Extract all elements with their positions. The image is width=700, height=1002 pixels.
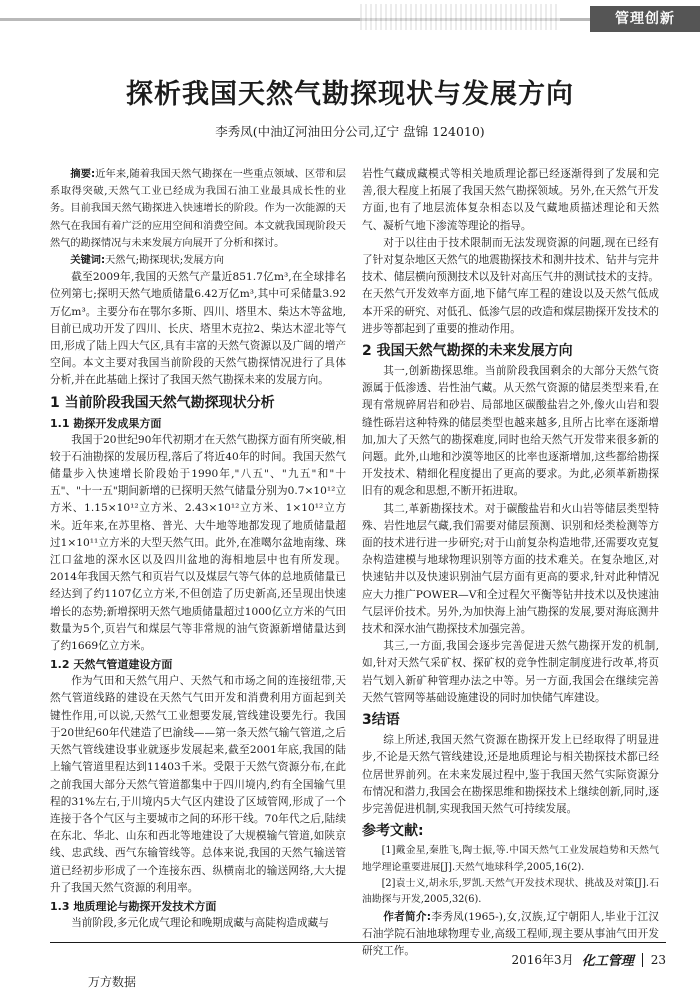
direction-paragraph-3: 其三,一方面,我国会逐步完善促进天然气勘探开发的机制,如,针对天然气采矿权、探矿权的竞争性制定制度进行改革,将页岩气划入新矿种管理办法之中等。另一方面,我国会在继续完善天然气管网等基础设施建设的同时加快储气库建设。 <box>362 640 659 704</box>
abstract-text: 近年来,随着我国天然气勘探在一些重点领域、区带和层系取得突破,天然气工业已经成为我国石油工业最具成长性的业务。目前我国天然气勘探进入快速增长的阶段。作为一次能源的天然气在我国有着广泛的应用空间和消费空间。本文就我国现阶段天然气的勘探情况与未来发展方向展开了分析和探讨。 <box>50 169 346 249</box>
reference-1: [1]戴金星,秦胜飞,陶士振,等.中国天然气工业发展趋势和天然气地学理论重要进展[J].天然气地球科学,2005,16(2). <box>362 845 659 873</box>
section-1-heading: 1 当前阶段我国天然气勘探现状分析 <box>50 394 275 411</box>
subsection-1-3-heading: 1.3 地质理论与勘探开发技术方面 <box>50 899 217 913</box>
article-title: 探析我国天然气勘探现状与发展方向 <box>126 79 574 110</box>
keywords-label: 关键词: <box>70 255 106 267</box>
direction-paragraph-2: 其二,革新勘探技术。对于碳酸盐岩和火山岩等储层类型特殊、岩性地层气藏,我们需要对储层预测、识别和烃类检测等方面的技术进行进一步研究;对于山前复杂构造地带,还需要攻克复杂构造建模与地球物理识别等方面的技术难关。在复杂地区,对快速钻井以及快速识别油气层方面有更高的要求,针对此种情况应大力推广POWER—V和全过程欠平衡等钻井技术以及快速油气层评价技术。另外,为加快海上油气勘探的发展,要对海底测井技术和深水油气勘探技术加强完善。 <box>362 502 659 636</box>
section-tag: 管理创新 <box>590 6 700 32</box>
direction-paragraph-1: 其一,创新勘探思维。当前阶段我国剩余的大部分天然气资源属于低渗透、岩性油气藏。从天然气资源的储层类型来看,在现有常规碎屑岩和砂岩、局部地区碳酸盐岩之外,像火山岩和裂缝性砾岩这种特殊的储层类型也越来越多,且所占比率在逐渐增加,加大了天然气的勘探难度,同时也给天然气开发带来很多新的问题。此外,山地和沙漠等地区的比率也逐渐增加,这些都给勘探开发技术、精细化程度提出了更高的要求。为此,必须革新勘探旧有的观念和思想,不断开拓进取。 <box>362 365 659 498</box>
subsection-1-1-paragraph: 我国于20世纪90年代初期才在天然气勘探方面有所突破,相较于石油勘探的发展历程,落后了将近40年的时间。我国天然气储量步入快速增长阶段始于1990年,"八五"、"九五"和"十五"、"十一五"期间新增的已探明天然气储量分别为0.7×10¹²立方米、1.15×10¹²立方米、2.43×10¹²立方米、1×10¹²立方米。近年来,在苏里格、普光、大牛地等地都发现了地质储量超过1×10¹¹立方米的大型天然气田。此外,在准噶尔盆地南缘、珠江口盆地的深水区以及四川盆地的海相地层中也有所发现。2014年我国天然气和页岩气以及煤层气等气体的总地质储量已经达到了约1107亿立方米,不但创造了历史新高,还呈现出快速增长的态势;新增探明天然气地质储量超过1000亿立方米的气田数量为5个,页岩气和煤层气等非常规的油气资源新增储量达到了约1669亿立方米。 <box>50 433 346 653</box>
author-bio-label: 作者简介: <box>383 910 432 923</box>
intro-paragraph: 截至2009年,我国的天然气产量近851.7亿m³,在全球排名位列第七;探明天然气地质储量6.42万亿m³,其中可采储量3.92万亿m³。主要分布在鄂尔多斯、四川、塔里木、柴达木等盆地,目前已成功开发了四川、长庆、塔里木克拉2、柴达木涩北等气田,形成了陆上四大气区,具有丰富的天然气资源以及广阔的增产空间。本文主要对我国当前阶段的天然气勘探情况进行了具体分析,并在此基础上探讨了我国天然气勘探未来的发展方向。 <box>50 271 346 387</box>
author-line: 李秀凤(中油辽河油田分公司,辽宁 盘锦 124010) <box>215 124 485 139</box>
abstract-label: 摘要: <box>70 169 96 180</box>
subsection-1-2-heading: 1.2 天然气管道建设方面 <box>50 658 173 672</box>
abstract <box>50 166 346 252</box>
page-number: 23 <box>650 952 666 967</box>
header-texture <box>360 4 560 30</box>
continued-paragraph: 岩性气藏成藏模式等相关地质理论都已经逐渐得到了发展和完善,很大程度上拓展了我国天然气勘探领域。另外,在天然气开发方面,也有了地层流体复杂相态以及气藏地质描述理论和天然气、凝析气地下渗流等理论的指导。 <box>362 168 659 232</box>
subsection-1-3-paragraph: 当前阶段,多元化成气理论和晚期成藏与高陡构造成藏与 <box>71 916 329 929</box>
technology-paragraph: 对于以往由于技术限制而无法发现资源的问题,现在已经有了针对复杂地区天然气的地震勘探技术和测井技术、钻井与完井技术、储层横向预测技术以及针对高压气井的测试技术的支持。在天然气开发效率方面,地下储气库工程的建设以及天然气低成本开采的研究、对低孔、低渗气层的改造和煤层勘探开发技术的进步等都起到了重要的推动作用。 <box>362 236 659 335</box>
subsection-1-1-heading: 1.1 勘探开发成果方面 <box>50 416 162 430</box>
keywords-text: 天然气;勘探现状;发展方向 <box>105 255 224 267</box>
page-footer <box>512 950 666 969</box>
section-3-heading: 3结语 <box>362 712 400 729</box>
magazine-name: 化工管理 <box>581 954 634 969</box>
subsection-1-2-paragraph: 作为气田和天然气用户、天然气和市场之间的连接纽带,天然气管道线路的建设在天然气气田开发和消费利用方面起到关键性作用,可以说,天然气工业想要发展,管线建设要先行。我国于20世纪60年代建造了巴渝线——第一条天然气输气管道,之后天然气管线建设事业就逐步发展起来,截至2001年底,我国的陆上输气管道里程达到11403千米。受限于天然气资源分布,在此之前我国大部分天然气管道都集中于四川境内,约有全国输气里程的31%左右,于川境内5大气区内建设了区域管网,形成了一个连接于各个气区与主要城市之间的环形干线。70年代之后,陆续在东北、华北、山东和西北等地建设了大规模输气管道,如陕京线、忠武线、西气东输管线等。总体来说,我国的天然气输送管道已经初步形成了一个连接东西、纵横南北的输送网络,大大提升了我国天然气资源的利用率。 <box>50 675 346 894</box>
conclusion-paragraph: 综上所述,我国天然气资源在勘探开发上已经取得了明显进步,不论是天然气管线建设,还是地质理论与相关勘探技术都已经位居世界前列。在未来发展过程中,鉴于我国天然气实际资源分布情况和潜力,我国会在勘探思维和勘探技术上继续创新,同时,逐步完善促进机制,实现我国天然气可持续发展。 <box>362 734 659 815</box>
header-bar <box>0 0 700 38</box>
left-column <box>50 166 346 932</box>
reference-2: [2]袁士义,胡永乐,罗凯.天然气开发技术现状、挑战及对策[J].石油勘探与开发,2005,32(6). <box>362 877 659 906</box>
footer-separator <box>642 953 643 967</box>
watermark: 万方数据 <box>88 975 137 989</box>
right-column <box>362 166 659 960</box>
keywords <box>50 252 346 269</box>
references-heading: 参考文献: <box>362 823 424 840</box>
author-bio-text: 李秀凤(1965-),女,汉族,辽宁朝阳人,毕业于江汉石油学院石油地球物理专业,高级工程师,现主要从事油气田开发研究工作。 <box>362 910 659 958</box>
footer-issue: 2016年3月 <box>511 953 574 967</box>
footer-divider <box>50 942 666 943</box>
section-2-heading: 2 我国天然气勘探的未来发展方向 <box>362 343 573 360</box>
